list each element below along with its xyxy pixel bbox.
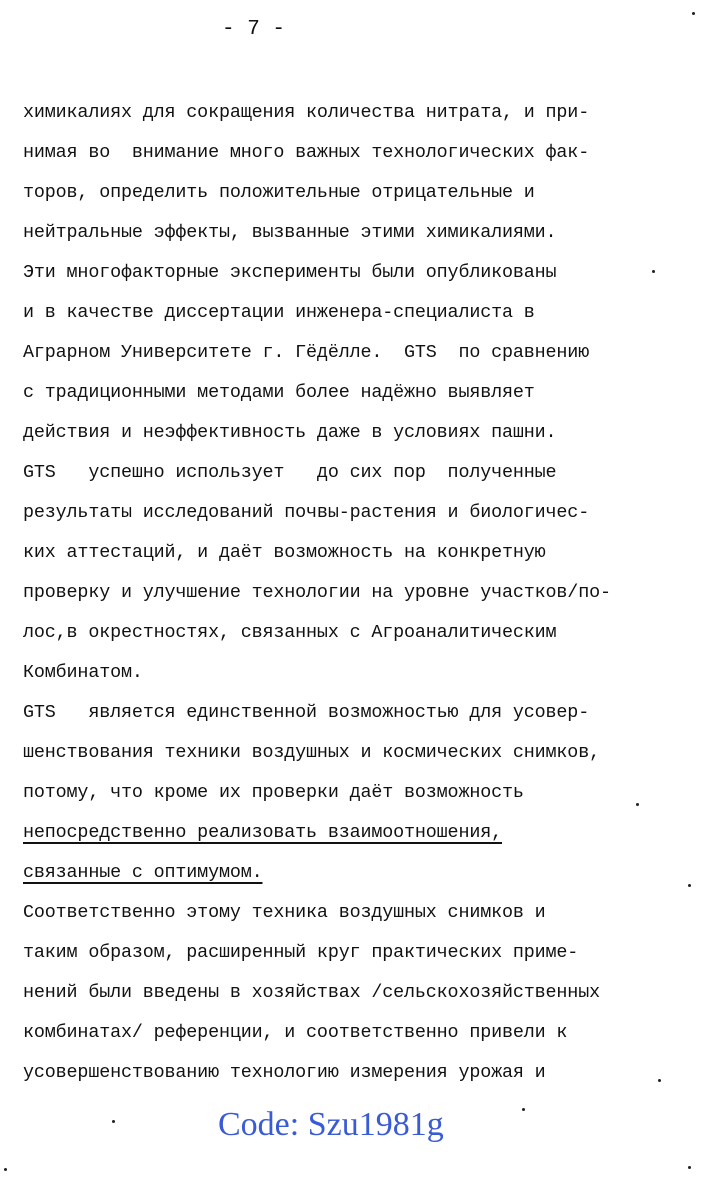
underlined-text-line: непосредственно реализовать взаимоотношения, <box>23 822 502 843</box>
scan-speck <box>692 12 695 15</box>
text-line: торов, определить положительные отрицательные и <box>23 182 535 203</box>
scan-speck <box>652 270 655 273</box>
text-line: результаты исследований почвы-растения и биологичес- <box>23 502 590 523</box>
text-line: и в качестве диссертации инженера-специалиста в <box>23 302 535 323</box>
scan-speck <box>522 1108 525 1111</box>
text-line: Комбинатом. <box>23 662 143 683</box>
scan-speck <box>636 803 639 806</box>
scan-speck <box>658 1079 661 1082</box>
text-line: проверку и улучшение технологии на уровне участков/по- <box>23 582 611 603</box>
text-line: ких аттестаций, и даёт возможность на конкретную <box>23 542 546 563</box>
text-line: комбинатах/ референции, и соответственно привели к <box>23 1022 568 1043</box>
scan-speck <box>112 1120 115 1123</box>
text-line: Аграрном Университете г. Гёдёлле. GTS по сравнению <box>23 342 590 363</box>
text-line: таким образом, расширенный круг практических приме- <box>23 942 579 963</box>
text-line: GTS успешно использует до сих пор полученные <box>23 462 557 483</box>
text-line: GTS является единственной возможностью для усовер- <box>23 702 590 723</box>
text-line: нимая во внимание много важных технологических фак- <box>23 142 590 163</box>
text-line: действия и неэффективность даже в условиях пашни. <box>23 422 557 443</box>
text-line: нений были введены в хозяйствах /сельскохозяйственных <box>23 982 600 1003</box>
text-line: химикалиях для сокращения количества нитрата, и при- <box>23 102 590 123</box>
scan-speck <box>688 1166 691 1169</box>
page-number: - 7 - <box>222 18 286 41</box>
text-line: усовершенствованию технологию измерения урожая и <box>23 1062 546 1083</box>
scan-speck <box>4 1168 7 1171</box>
text-line: нейтральные эффекты, вызванные этими химикалиями. <box>23 222 557 243</box>
text-line: Соответственно этому техника воздушных снимков и <box>23 902 546 923</box>
text-line: Эти многофакторные эксперименты были опубликованы <box>23 262 557 283</box>
text-line: лос,в окрестностях, связанных с Агроаналитическим <box>23 622 557 643</box>
text-line: с традиционными методами более надёжно выявляет <box>23 382 535 403</box>
scan-speck <box>688 884 691 887</box>
text-line: потому, что кроме их проверки даёт возможность <box>23 782 524 803</box>
underlined-text-line: связанные с оптимумом. <box>23 862 263 883</box>
code-watermark: Code: Szu1981g <box>218 1106 444 1143</box>
text-line: шенствования техники воздушных и космических снимков, <box>23 742 600 763</box>
